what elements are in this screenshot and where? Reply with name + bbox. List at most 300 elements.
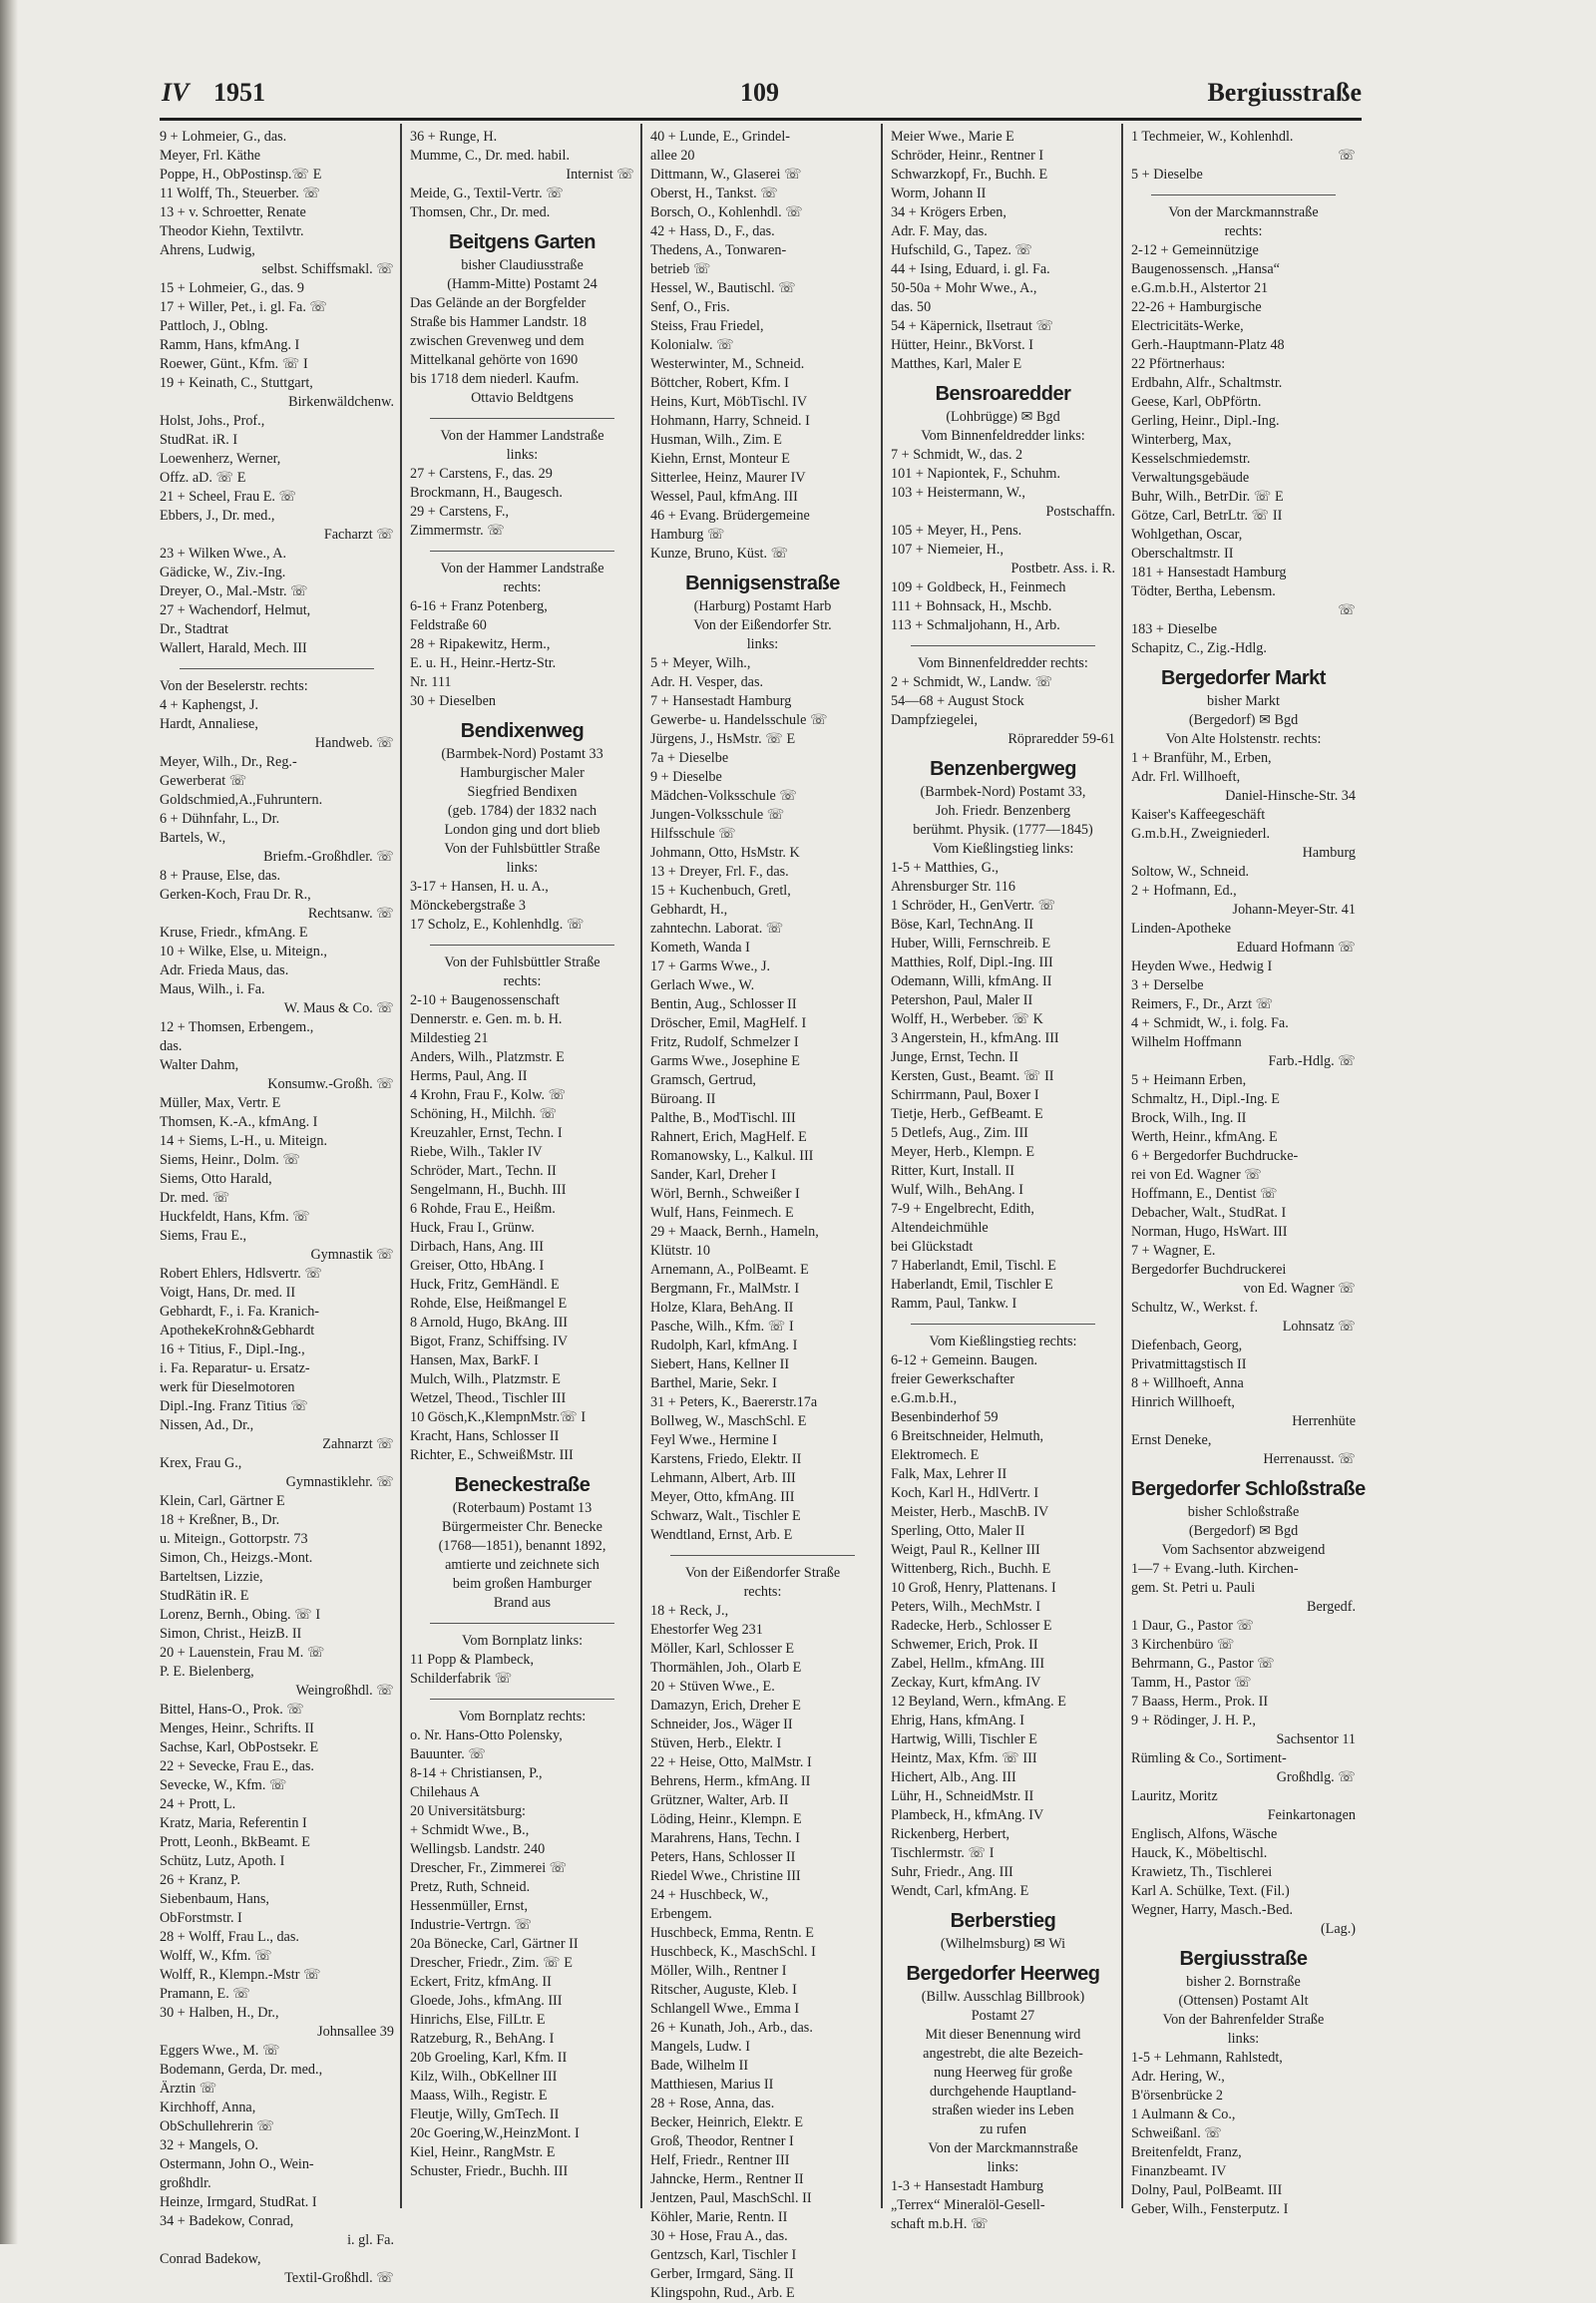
directory-columns [160,124,1366,2301]
directory-line: 17 + Garms Wwe., J. [650,959,771,974]
directory-line: Wittenberg, Rich., Buchh. E [891,1561,1051,1577]
directory-line: 20a Bönecke, Carl, Gärtner II [410,1936,579,1952]
directory-line: 10 Gösch,K.,KlempnMstr.☏ I [410,1409,587,1425]
directory-line: Garms Wwe., Josephine E [650,1053,800,1069]
directory-line: Weigt, Paul R., Kellner III [891,1542,1040,1558]
directory-line: Thomsen, Chr., Dr. med. [410,204,551,220]
directory-line: 107 + Niemeier, H., [891,542,1004,558]
directory-line: links: [746,636,779,652]
directory-line: Kilz, Wilh., ObKellner III [410,2069,558,2085]
directory-line: allee 20 [650,148,695,164]
directory-line: Bittel, Hans-O., Prok. ☏ [160,1702,305,1718]
directory-line: rechts: [503,973,542,989]
directory-line: Zimmermstr. ☏ [410,523,505,539]
directory-line: Zeckay, Kurt, kfmAng. IV [891,1675,1041,1691]
directory-line: Lohnsatz ☏ [1282,1319,1356,1335]
directory-line: Kiehn, Ernst, Monteur E [650,451,790,467]
directory-line: Vom Kießlingstieg links: [932,841,1074,857]
directory-line: Hoffmann, E., Dentist ☏ [1131,1186,1278,1202]
directory-line: Becker, Heinrich, Elektr. E [650,2114,804,2130]
section-divider [670,1545,855,1556]
directory-line: Von der Marckmannstraße [928,2140,1078,2156]
directory-line: Matthes, Karl, Maler E [891,356,1022,372]
directory-line: Industrie-Vertrgn. ☏ [410,1917,533,1933]
directory-line: Ahrensburger Str. 116 [891,879,1015,895]
directory-line: Winterberg, Max, [1131,432,1232,448]
running-title: Bergiusstraße [1207,78,1362,107]
directory-line: Pattloch, J., Oblng. [160,318,268,334]
directory-line: Wendtland, Ernst, Arb. E [650,1527,793,1543]
directory-line: Pasche, Wilh., Kfm. ☏ I [650,1319,794,1335]
directory-line: Adr. Frl. Willhoeft, [1131,769,1241,785]
directory-line: Huck, Fritz, GemHändl. E [410,1277,560,1293]
directory-line: Briefm.-Großhdler. ☏ [263,849,394,865]
directory-line: Jungen-Volksschule ☏ [650,807,785,823]
directory-line: 3-17 + Hansen, H. u. A., [410,879,549,895]
directory-line: Dirbach, Hans, Ang. III [410,1239,544,1255]
directory-line: Wilhelm Hoffmann [1131,1034,1242,1050]
directory-line: Bartels, W., [160,830,226,846]
directory-line: Böse, Karl, TechnAng. II [891,917,1033,933]
directory-line: 7 + Wagner, E. [1131,1243,1216,1259]
directory-line: 1 Daur, G., Pastor ☏ [1131,1618,1255,1634]
directory-line: Postschaffn. [1045,504,1115,520]
street-heading: Bergedorfer Markt [1161,667,1326,689]
header-rule [160,118,1362,121]
directory-line: Vom Sachsentor abzweigend [1161,1542,1326,1558]
directory-line: Bollweg, W., MaschSchl. E [650,1413,807,1429]
directory-line: 30 + Halben, H., Dr., [160,2005,279,2021]
directory-line: 1-3 + Hansestadt Hamburg [891,2178,1044,2194]
directory-line: Brockmann, H., Baugesch. [410,485,563,501]
directory-line: Hufschild, G., Tapez. ☏ [891,242,1033,258]
directory-line: Riedel Wwe., Christine III [650,1868,801,1884]
directory-line: Dittmann, W., Glaserei ☏ [650,167,802,183]
directory-line: Schultz, W., Werkst. f. [1131,1300,1259,1316]
directory-line: Dampfziegelei, [891,712,979,728]
directory-line: Mildestieg 21 [410,1030,489,1046]
directory-line: 4 + Schmidt, W., i. folg. Fa. [1131,1015,1289,1031]
directory-line: Köhler, Marie, Rentn. II [650,2209,788,2225]
directory-line: 105 + Meyer, H., Pens. [891,523,1022,539]
directory-line: 181 + Hansestadt Hamburg [1131,565,1287,580]
directory-line: Gädicke, W., Ziv.-Ing. [160,565,286,580]
directory-line: 18 + Kreßner, B., Dr. [160,1512,280,1528]
directory-line: StudRat. iR. I [160,432,238,448]
directory-line: Radecke, Herb., Schlosser E [891,1618,1052,1634]
directory-line: Von der Fuhlsbüttler Straße [444,841,600,857]
directory-line: e.G.m.b.H., [891,1390,958,1406]
directory-line: Altendeichmühle [891,1220,989,1236]
directory-line: Vom Binnenfeldredder links: [921,428,1085,444]
directory-line: Wessel, Paul, kfmAng. III [650,489,798,505]
directory-line: Oberst, H., Tankst. ☏ [650,186,779,201]
directory-line: Hohmann, Harry, Schneid. I [650,413,810,429]
directory-line: Hamburg [1302,845,1356,861]
directory-line: zu rufen [980,2121,1026,2137]
directory-line: 23 + Wilken Wwe., A. [160,546,287,562]
directory-line: von Ed. Wagner ☏ [1243,1281,1356,1297]
directory-line: 40 + Lunde, E., Grindel- [650,129,790,145]
directory-line: Gewerberat ☏ [160,773,247,789]
directory-line: Schuster, Friedr., Buchh. III [410,2163,569,2179]
directory-line: „Terrex“ Mineralöl-Gesell- [891,2197,1045,2213]
directory-line: Grützner, Walter, Arb. II [650,1792,789,1808]
directory-line: berühmt. Physik. (1777—1845) [913,822,1093,838]
directory-line: 9 + Rödinger, J. H. P., [1131,1713,1256,1728]
directory-line: Heintz, Max, Kfm. ☏ III [891,1750,1037,1766]
directory-line: Röpraredder 59-61 [1007,731,1115,747]
directory-line: 30 + Hose, Frau A., das. [650,2228,788,2244]
directory-line: Pramann, E. ☏ [160,1986,251,2002]
directory-line: Drescher, Fr., Zimmerei ☏ [410,1860,568,1876]
directory-line: Wörl, Bernh., Schweißer I [650,1186,800,1202]
directory-line: Baugenossensch. „Hansa“ [1131,261,1280,277]
directory-line: Husman, Wilh., Zim. E [650,432,782,448]
directory-line: 22 + Heise, Otto, MalMstr. I [650,1754,812,1770]
directory-line: Dr. med. ☏ [160,1190,230,1206]
directory-line: Schwarz, Walt., Tischler E [650,1508,801,1524]
directory-line: Klütstr. 10 [650,1243,710,1259]
directory-line: rechts: [1224,223,1263,239]
directory-line: Holst, Johs., Prof., [160,413,265,429]
directory-line: ☏ [1338,602,1356,618]
directory-line: Sachse, Karl, ObPostsekr. E [160,1739,319,1755]
street-heading: Bergiusstraße [1179,1948,1308,1970]
directory-line: 18 + Reck, J., [650,1603,729,1619]
directory-line: Sevecke, W., Kfm. ☏ [160,1777,287,1793]
directory-line: Linden-Apotheke [1131,921,1232,937]
directory-line: (Lohbrügge) ✉ Bgd [946,409,1060,425]
directory-line: Helf, Friedr., Rentner III [650,2152,790,2168]
column-5 [1121,124,1366,2217]
directory-line: Postbetr. Ass. i. R. [1010,561,1115,576]
section-divider [1151,185,1336,195]
directory-line: Ratzeburg, R., BehAng. I [410,2031,555,2047]
directory-line: Groß, Theodor, Rentner I [650,2133,794,2149]
directory-line: Nr. 111 [410,674,452,690]
directory-line: Offz. aD. ☏ E [160,470,246,486]
directory-line: Barthel, Marie, Sekr. I [650,1375,777,1391]
directory-line: Privatmittagstisch II [1131,1356,1247,1372]
directory-line: Kiel, Heinr., RangMstr. E [410,2144,556,2160]
directory-line: Rahnert, Erich, MagHelf. E [650,1129,807,1145]
directory-line: StudRätin iR. E [160,1588,249,1604]
directory-line: Rudolph, Karl, kfmAng. I [650,1338,798,1353]
directory-line: Johnsallee 39 [317,2024,394,2040]
directory-line: 7a + Dieselbe [650,750,729,766]
directory-line: Von Alte Holstenstr. rechts: [1165,731,1322,747]
directory-line: Adr. H. Vesper, das. [650,674,764,690]
directory-line: 13 + Dreyer, Frl. F., das. [650,864,789,880]
directory-line: 1—7 + Evang.-luth. Kirchen- [1131,1561,1299,1577]
directory-line: Klingspohn, Rud., Arb. E [650,2285,795,2301]
directory-line: Jürgens, J., HsMstr. ☏ E [650,731,796,747]
directory-line: Weingroßhdl. ☏ [295,1683,394,1699]
directory-line: Gymnastiklehr. ☏ [285,1474,394,1490]
directory-line: Tamm, H., Pastor ☏ [1131,1675,1252,1691]
directory-line: (Wilhelmsburg) ✉ Wi [940,1936,1066,1952]
section-divider [430,541,614,552]
directory-line: Eggers Wwe., M. ☏ [160,2043,280,2059]
directory-line: rei von Ed. Wagner ☏ [1131,1167,1262,1183]
directory-line: bis 1718 dem niederl. Kaufm. [410,371,580,387]
directory-line: Zabel, Hellm., kfmAng. III [891,1656,1045,1672]
directory-line: 17 + Willer, Pet., i. gl. Fa. ☏ [160,299,328,315]
directory-line: Ärztin ☏ [160,2081,217,2097]
directory-line: Suhr, Friedr., Ang. III [891,1864,1013,1880]
directory-line: 4 Krohn, Frau F., Kolw. ☏ [410,1087,567,1103]
directory-line: Damazyn, Erich, Dreher E [650,1698,801,1714]
directory-line: 20b Groeling, Karl, Kfm. II [410,2050,568,2066]
directory-line: Schröder, Heinr., Rentner I [891,148,1044,164]
directory-line: Kesselschmiedemstr. [1131,451,1251,467]
directory-line: Greiser, Otto, HbAng. I [410,1258,545,1274]
directory-line: großhdlr. [160,2175,211,2191]
directory-line: 28 + Ripakewitz, Herm., [410,636,551,652]
directory-line: ApothekeKrohn&Gebhardt [160,1323,315,1339]
directory-line: 11 Wolff, Th., Steuerber. ☏ [160,186,321,201]
directory-line: Bade, Wilhelm II [650,2058,749,2074]
directory-line: Mädchen-Volksschule ☏ [650,788,798,804]
directory-line: Schmaltz, H., Dipl.-Ing. E [1131,1091,1280,1107]
directory-line: 10 Groß, Henry, Plattenans. I [891,1580,1056,1596]
directory-line: Krawietz, Th., Tischlerei [1131,1864,1273,1880]
directory-line: Odemann, Willi, kfmAng. II [891,973,1052,989]
directory-line: Ramm, Paul, Tankw. I [891,1296,1017,1312]
directory-line: 54—68 + August Stock [891,693,1024,709]
directory-line: 5 + Dieselbe [1131,167,1203,183]
directory-line: Wetzel, Theod., Tischler III [410,1390,567,1406]
directory-line: Von der Beselerstr. rechts: [160,678,308,694]
directory-line: Sitterlee, Heinz, Maurer IV [650,470,806,486]
directory-line: Siebenbaum, Hans, [160,1891,269,1907]
section-divider [911,635,1095,646]
page-number: 109 [740,78,779,107]
street-heading: Bergedorfer Schloßstraße [1131,1478,1366,1500]
directory-line: Karstens, Friedo, Elektr. II [650,1451,802,1467]
directory-line: schaft m.b.H. ☏ [891,2216,989,2232]
directory-line: Wulf, Hans, Feinmech. E [650,1205,794,1221]
directory-line: 34 + Badekow, Conrad, [160,2213,294,2229]
column-1 [160,124,400,2286]
directory-line: London ging und dort blieb [444,822,600,838]
directory-line: Bigot, Franz, Schiffsing. IV [410,1334,569,1349]
directory-line: Brand aus [493,1595,552,1611]
directory-line: Erbengem. [650,1906,712,1922]
street-heading: Bergedorfer Heerweg [906,1963,1100,1985]
directory-line: Arnemann, A., PolBeamt. E [650,1262,809,1278]
directory-line: rechts: [503,579,542,595]
directory-line: Behrmann, G., Pastor ☏ [1131,1656,1275,1672]
directory-line: 13 + v. Schroetter, Renate [160,204,306,220]
directory-line: 7 + Hansestadt Hamburg [650,693,792,709]
directory-line: Lehmann, Albert, Arb. III [650,1470,796,1486]
directory-line: Bürgermeister Chr. Benecke [442,1519,602,1535]
directory-line: Kersten, Gust., Beamt. ☏ II [891,1068,1054,1084]
directory-line: 5 + Meyer, Wilh., [650,655,751,671]
directory-line: Bergedorfer Buchdruckerei [1131,1262,1287,1278]
directory-line: durchgehende Hauptland- [930,2084,1076,2100]
directory-line: 101 + Napiontek, F., Schuhm. [891,466,1061,482]
directory-line: Schneider, Jos., Wäger II [650,1717,793,1732]
directory-line: Meier Wwe., Marie E [891,129,1014,145]
directory-line: Hansen, Max, BarkF. I [410,1352,539,1368]
directory-line: Geese, Karl, ObPförtn. [1131,394,1262,410]
directory-line: Wulf, Wilh., BehAng. I [891,1182,1023,1198]
directory-line: Simon, Christ., HeizB. II [160,1626,302,1642]
directory-line: Mönckebergstraße 3 [410,898,526,914]
directory-line: Feyl Wwe., Hermine I [650,1432,777,1448]
directory-line: (Ottensen) Postamt Alt [1178,1993,1309,2009]
directory-line: Matthiesen, Marius II [650,2077,774,2093]
directory-line: 15 + Kuchenbuch, Gretl, [650,883,791,899]
directory-line: Straße bis Hammer Landstr. 18 [410,314,587,330]
directory-line: Daniel-Hinsche-Str. 34 [1225,788,1356,804]
directory-line: 6 Rohde, Frau E., Heißm. [410,1201,556,1217]
directory-line: Eduard Hofmann ☏ [1236,940,1356,956]
section-divider [911,1314,1095,1325]
directory-line: 2 + Schmidt, W., Landw. ☏ [891,674,1053,690]
directory-line: 3 + Derselbe [1131,977,1204,993]
directory-line: 3 Angerstein, H., kfmAng. III [891,1030,1059,1046]
volume-number: IV [162,78,190,107]
directory-line: (geb. 1784) der 1832 nach [447,803,598,819]
directory-line: Huck, Frau I., Grünw. [410,1220,535,1236]
directory-line: Siems, Heinr., Dolm. ☏ [160,1152,301,1168]
directory-line: 10 + Wilke, Else, u. Miteign., [160,944,327,960]
directory-line: (Billw. Ausschlag Billbrook) [921,1989,1085,2005]
directory-line: Mulch, Wilh., Platzmstr. E [410,1371,561,1387]
directory-line: Mumme, C., Dr. med. habil. [410,148,570,164]
directory-line: Junge, Ernst, Techn. II [891,1049,1018,1065]
directory-line: freier Gewerkschafter [891,1371,1015,1387]
directory-line: Farb.-Hdlg. ☏ [1268,1053,1356,1069]
directory-line: Kunze, Bruno, Küst. ☏ [650,546,789,562]
directory-line: Meister, Herb., MaschB. IV [891,1504,1049,1520]
directory-line: Rechtsanw. ☏ [307,906,394,922]
directory-line: 19 + Keinath, C., Stuttgart, [160,375,313,391]
directory-line: Von der Hammer Landstraße [440,561,604,576]
directory-line: Steiss, Frau Friedel, [650,318,764,334]
directory-line: Gerlach Wwe., W. [650,977,755,993]
directory-line: G.m.b.H., Zweigniederl. [1131,826,1271,842]
directory-line: + Schmidt Wwe., B., [410,1822,530,1838]
directory-line: Meyer, Wilh., Dr., Reg.- [160,754,297,770]
directory-line: Gerber, Irmgard, Säng. II [650,2266,794,2282]
directory-line: Joh. Friedr. Benzenberg [935,803,1071,819]
directory-line: Norman, Hugo, HsWart. III [1131,1224,1288,1240]
directory-line: Huber, Willi, Fernschreib. E [891,936,1051,952]
directory-line: Plambeck, H., kfmAng. IV [891,1807,1044,1823]
directory-line: Ernst Deneke, [1131,1432,1212,1448]
directory-line: 5 Detlefs, Aug., Zim. III [891,1125,1028,1141]
directory-line: Petershon, Paul, Maler II [891,992,1033,1008]
directory-line: Bodemann, Gerda, Dr. med., [160,2062,323,2078]
street-heading: Bendixenweg [460,720,585,742]
directory-line: 30 + Dieselben [410,693,497,709]
directory-line: Ritter, Kurt, Install. II [891,1163,1014,1179]
street-heading: Berberstieg [950,1910,1056,1932]
directory-line: 20c Goering,W.,HeinzMont. I [410,2125,580,2141]
directory-line: 2-12 + Gemeinnützige [1131,242,1259,258]
directory-line: 7 Haberlandt, Emil, Tischl. E [891,1258,1056,1274]
directory-line: selbst. Schiffsmakl. ☏ [261,261,394,277]
directory-line: 8-14 + Christiansen, P., [410,1765,543,1781]
directory-line: 1 + Branführ, M., Erben, [1131,750,1272,766]
directory-line: Herms, Paul, Ang. II [410,1068,528,1084]
directory-line: Von der Eißendorfer Straße [684,1565,841,1581]
directory-line: Wohlgethan, Oscar, [1131,527,1243,543]
directory-line: Schweißanl. ☏ [1131,2125,1223,2141]
directory-line: Dennerstr. e. Gen. m. b. H. [410,1011,563,1027]
column-3 [640,124,881,2301]
directory-line: Marahrens, Hans, Techn. I [650,1830,801,1846]
section-divider [430,935,614,946]
directory-line: Huschbeck, Emma, Rentn. E [650,1925,814,1941]
directory-line: Hessel, W., Bautischl. ☏ [650,280,796,296]
directory-line: 9 + Lohmeier, G., das. [160,129,287,145]
directory-line: Dr., Stadtrat [160,621,228,637]
directory-line: Roewer, Günt., Kfm. ☏ I [160,356,308,372]
directory-line: (Barmbek-Nord) Postamt 33, [920,784,1086,800]
directory-line: Goldschmied,A.,Fuhruntern. [160,792,323,808]
directory-line: Falk, Max, Lehrer II [891,1466,1007,1482]
directory-line: 42 + Hass, D., F., das. [650,223,775,239]
directory-line: Oberschaltmstr. II [1131,546,1234,562]
directory-line: 8 + Willhoeft, Anna [1131,1375,1244,1391]
directory-line: 7 Baass, Herm., Prok. II [1131,1694,1269,1710]
directory-line: Erdbahn, Alfr., Schaltmstr. [1131,375,1283,391]
directory-line: Hinrich Willhoeft, [1131,1394,1235,1410]
directory-line: Adr. Hering, W., [1131,2069,1225,2085]
directory-line: 34 + Krögers Erben, [891,204,1006,220]
directory-line: Vom Bornplatz rechts: [458,1709,587,1725]
directory-line: nung Heerweg für große [933,2065,1073,2081]
directory-line: Electricitäts-Werke, [1131,318,1244,334]
directory-line: Menges, Heinr., Schrifts. II [160,1721,314,1736]
directory-line: Conrad Badekow, [160,2251,261,2267]
directory-line: ☏ [1338,148,1356,164]
directory-line: 31 + Peters, K., Baererstr.17a [650,1394,818,1410]
directory-line: 16 + Titius, F., Dipl.-Ing., [160,1342,305,1357]
directory-line: Meide, G., Textil-Vertr. ☏ [410,186,564,201]
directory-line: Heins, Kurt, MöbTischl. IV [650,394,808,410]
directory-line: Eckert, Fritz, kfmAng. II [410,1974,552,1990]
directory-line: 113 + Schmaljohann, H., Arb. [891,617,1060,633]
directory-line: Böttcher, Robert, Kfm. I [650,375,789,391]
directory-line: Dröscher, Emil, MagHelf. I [650,1015,807,1031]
section-divider [430,1613,614,1624]
directory-line: Gramsch, Gertrud, [650,1072,756,1088]
directory-line: 4 + Kaphengst, J. [160,697,259,713]
directory-line: Dolny, Paul, PolBeamt. III [1131,2182,1283,2198]
directory-line: Thedens, A., Tonwaren- [650,242,787,258]
directory-line: Vom Bornplatz links: [461,1633,584,1649]
directory-line: Kometh, Wanda I [650,940,750,956]
page-binding-edge [0,0,18,2244]
directory-line: (1768—1851), benannt 1892, [438,1538,606,1554]
directory-line: Siebert, Hans, Kellner II [650,1356,790,1372]
directory-line: Schröder, Mart., Techn. II [410,1163,557,1179]
directory-line: 12 + Thomsen, Erbengem., [160,1019,314,1035]
street-heading: Beitgens Garten [449,231,596,253]
directory-line: Voigt, Hans, Dr. med. II [160,1285,296,1301]
header-left [162,78,265,108]
directory-line: 7-9 + Engelbrecht, Edith, [891,1201,1034,1217]
directory-line: Heinze, Irmgard, StudRat. I [160,2194,317,2210]
directory-line: Hamburgischer Maler [460,765,585,781]
